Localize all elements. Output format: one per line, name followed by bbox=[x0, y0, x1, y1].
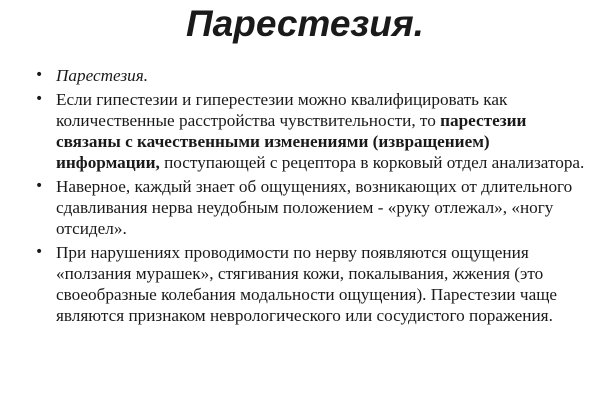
item-text: Если гипестезии и гиперестезии можно квалифицировать как количественные расстройства чувствительности, то bbox=[56, 90, 508, 130]
bullet-list bbox=[30, 65, 590, 329]
list-item bbox=[30, 176, 590, 239]
list-item bbox=[30, 65, 590, 86]
bullet-icon: • bbox=[35, 67, 44, 83]
list-item bbox=[30, 242, 590, 326]
item-text: Парестезия. bbox=[56, 66, 149, 85]
bullet-icon: • bbox=[35, 178, 44, 194]
item-text: При нарушениях проводимости по нерву появляются ощущения «ползания мурашек», стягивания кожи, покалывания, жжения (это своеобразные колебания модальности ощущения). Парестезии чаще являются признаком неврологического или сосудистого поражения. bbox=[56, 243, 558, 325]
slide-title: Парестезия. bbox=[186, 3, 424, 44]
item-text: Наверное, каждый знает об ощущениях, возникающих от длительного сдавливания нерва неудобным положением - «руку отлежал», «ногу отсидел». bbox=[56, 177, 573, 238]
list-item bbox=[30, 89, 590, 173]
bullet-icon: • bbox=[35, 244, 44, 260]
item-text-bold: парестезии связаны с качественными изменениями (извращением) информации, bbox=[56, 111, 527, 172]
bullet-icon: • bbox=[35, 91, 44, 107]
item-text: поступающей с рецептора в корковый отдел анализатора. bbox=[159, 153, 585, 172]
